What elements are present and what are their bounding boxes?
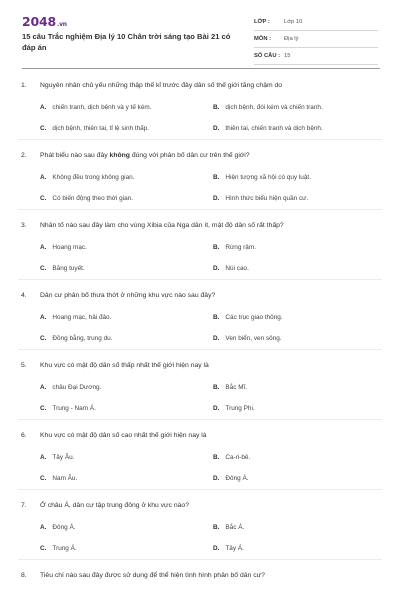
option-letter: A. [40, 314, 47, 321]
meta-key: SỐ CÂU : [254, 53, 281, 59]
meta-value: Địa lý [284, 36, 299, 42]
option-letter: D. [213, 265, 220, 272]
option-letter: D. [213, 125, 220, 132]
option-letter: C. [40, 545, 47, 552]
option-text: Đồng bằng, trung du. [52, 335, 113, 342]
option-d[interactable] [213, 335, 282, 342]
option-letter: C. [40, 125, 47, 132]
option-letter: B. [213, 524, 220, 531]
option-text: Ven biển, ven sông. [225, 335, 282, 342]
option-letter: A. [40, 454, 47, 461]
question-number: 2. [21, 152, 27, 159]
option-text: Bắc Mĩ. [225, 384, 248, 391]
question-item [18, 140, 382, 210]
option-c[interactable] [40, 265, 85, 272]
question-item [18, 70, 382, 140]
option-letter: C. [40, 335, 47, 342]
question-number: 5. [21, 362, 27, 369]
question-number: 4. [21, 292, 27, 299]
question-text [40, 152, 250, 159]
option-a[interactable] [40, 174, 135, 181]
option-text: Hình thức biểu hiện quần cư. [225, 195, 309, 202]
option-text: dịch bệnh, thiên tai, tỉ lệ sinh thấp. [52, 125, 150, 132]
option-text: Ca-ri-bê. [225, 454, 251, 461]
option-text: Hoang mạc. [52, 244, 87, 251]
option-b[interactable] [213, 174, 311, 181]
option-text: Băng tuyết. [52, 265, 85, 272]
option-text: Rừng rậm. [225, 244, 256, 251]
question-item [18, 210, 382, 280]
option-text: Có biến động theo thời gian. [52, 195, 133, 202]
option-a[interactable] [40, 454, 74, 461]
option-b[interactable] [213, 524, 244, 531]
question-text: Tiêu chí nào sau đây được sử dụng để thể hiện tình hình phân bố dân cư? [40, 572, 265, 579]
meta-value: 15 [284, 53, 291, 59]
option-letter: C. [40, 195, 47, 202]
document-title: 15 câu Trắc nghiệm Địa lý 10 Chân trời sáng tạo Bài 21 có đáp án [22, 32, 231, 52]
option-d[interactable] [213, 475, 249, 482]
question-item [18, 560, 382, 600]
option-c[interactable] [40, 405, 96, 412]
option-letter: B. [213, 174, 220, 181]
option-d[interactable] [213, 265, 249, 272]
question-item [18, 420, 382, 490]
question-number: 1. [21, 82, 27, 89]
option-letter: A. [40, 524, 47, 531]
meta-table [254, 14, 378, 65]
question-item [18, 350, 382, 420]
question-text-part: đúng với phân bố dân cư trên thế giới? [129, 152, 250, 159]
question-emphasis: không [109, 152, 130, 159]
option-d[interactable] [213, 125, 323, 132]
option-text: Trung Phi. [225, 405, 255, 412]
option-text: Tây Á. [225, 545, 244, 552]
option-b[interactable] [213, 384, 247, 391]
option-b[interactable] [213, 314, 283, 321]
option-text: dịch bệnh, đói kém và chiến tranh. [225, 104, 323, 111]
question-text: Ở châu Á, dân cư tập trung đông ở khu vực nào? [40, 502, 189, 509]
option-text: châu Đại Dương. [52, 384, 102, 391]
option-letter: C. [40, 475, 47, 482]
option-a[interactable] [40, 384, 101, 391]
option-letter: A. [40, 174, 47, 181]
option-text: Trung - Nam Á. [52, 405, 96, 412]
option-c[interactable] [40, 195, 133, 202]
option-letter: D. [213, 475, 220, 482]
question-number: 7. [21, 502, 27, 509]
option-b[interactable] [213, 454, 250, 461]
option-letter: D. [213, 545, 220, 552]
question-item [18, 280, 382, 350]
option-text: Đông Á. [52, 524, 76, 531]
option-b[interactable] [213, 104, 323, 111]
header-divider [22, 68, 380, 69]
option-letter: D. [213, 335, 220, 342]
option-text: Hoang mạc, hải đảo. [52, 314, 112, 321]
option-a[interactable] [40, 104, 152, 111]
meta-key: MÔN : [254, 36, 272, 42]
option-text: Đông Á. [225, 475, 249, 482]
option-text: Hiện tượng xã hội có quy luật. [225, 174, 311, 181]
option-text: Bắc Á. [225, 524, 245, 531]
logo-suffix: .vn [57, 21, 67, 28]
question-text: Dân cư phân bố thưa thớt ở những khu vực nào sau đây? [40, 292, 216, 299]
option-a[interactable] [40, 244, 87, 251]
option-text: thiên tai, chiến tranh và dịch bệnh. [225, 125, 323, 132]
question-text: Khu vực có mật độ dân số thấp nhất thế giới hiện nay là [40, 362, 209, 369]
option-c[interactable] [40, 545, 77, 552]
question-number: 3. [21, 222, 27, 229]
option-a[interactable] [40, 314, 111, 321]
option-letter: A. [40, 384, 47, 391]
option-c[interactable] [40, 475, 77, 482]
option-text: Không đều trong không gian. [52, 174, 135, 181]
option-d[interactable] [213, 545, 244, 552]
meta-row-subject [254, 31, 378, 48]
meta-key: LỚP : [254, 19, 270, 25]
option-letter: B. [213, 314, 220, 321]
meta-row-class [254, 14, 378, 31]
meta-value: Lớp 10 [284, 19, 303, 25]
option-text: Nam Âu. [52, 475, 78, 482]
question-item [18, 490, 382, 560]
option-letter: C. [40, 405, 47, 412]
site-logo[interactable] [22, 14, 67, 29]
document-header [0, 0, 400, 70]
option-c[interactable] [40, 125, 149, 132]
option-letter: D. [213, 405, 220, 412]
question-number: 8. [21, 572, 27, 579]
question-text-part: Phát biểu nào sau đây [40, 152, 110, 159]
option-letter: D. [213, 195, 220, 202]
option-letter: B. [213, 244, 220, 251]
option-b[interactable] [213, 244, 256, 251]
option-letter: B. [213, 104, 220, 111]
option-letter: A. [40, 104, 47, 111]
option-text: Núi cao. [225, 265, 249, 272]
meta-row-count [254, 48, 378, 65]
option-text: Tây Âu. [52, 454, 75, 461]
option-text: chiến tranh, dịch bệnh và y tế kém. [52, 104, 152, 111]
question-text: Khu vực có mật độ dân số cao nhất thế giới hiện nay là [40, 432, 207, 439]
option-letter: B. [213, 384, 220, 391]
option-text: Trung Á. [52, 545, 77, 552]
option-letter: B. [213, 454, 220, 461]
option-d[interactable] [213, 405, 255, 412]
option-text: Các trục giao thông. [225, 314, 283, 321]
option-d[interactable] [213, 195, 308, 202]
option-letter: A. [40, 244, 47, 251]
logo-main: 2048 [22, 14, 56, 29]
option-letter: C. [40, 265, 47, 272]
question-text: Nguyên nhân chủ yếu những thập thế kỉ trước đây dân số thế giới tăng chậm do [40, 82, 283, 89]
question-list [0, 70, 400, 600]
question-text: Nhân tố nào sau đây làm cho vùng Xibia của Nga dân ít, mật độ dân số rất thấp? [40, 222, 284, 229]
option-c[interactable] [40, 335, 112, 342]
option-a[interactable] [40, 524, 76, 531]
question-number: 6. [21, 432, 27, 439]
